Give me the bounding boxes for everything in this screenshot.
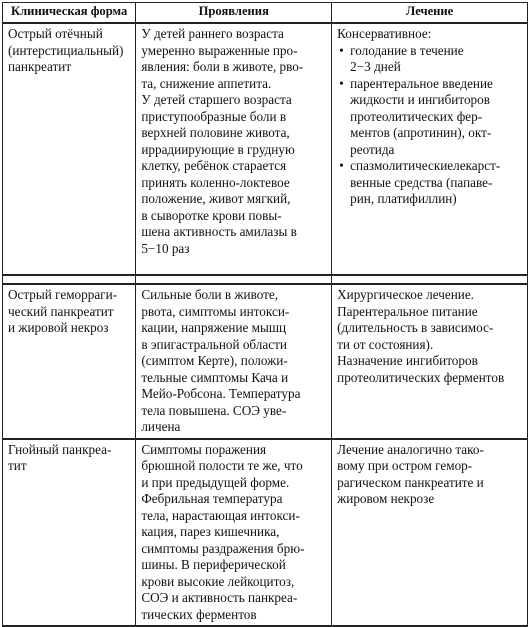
row-spacer — [3, 275, 528, 284]
treatment-list-item: • голодание в течение 2−3 дней — [350, 43, 522, 76]
header-manifestations: Проявления — [136, 3, 332, 24]
table-row — [3, 284, 528, 439]
treatment-list-item: • парентеральное введение жидкости и ингибиторов протеолитических фер- ментов (апротинин), окт- реотида — [350, 76, 522, 159]
cell-treatment — [332, 23, 528, 275]
cell-manifestations — [136, 23, 332, 275]
table-row — [3, 23, 528, 275]
manifestation-paragraph: Сильные боли в животе, рвота, симптомы интокси- кации, напряжение мышц в эпигастральной области (симптом Керте), положи- тельные симптомы Кача и Мейо-Робсона. Температура тела повышена. СОЭ уве- личена — [141, 287, 301, 434]
treatment-paragraph: Парентеральное питание (длительность в зависимос- ти от состояния). — [337, 303, 494, 352]
header-row — [3, 3, 528, 24]
cell-manifestations — [136, 439, 332, 627]
header-treatment: Лечение — [332, 3, 528, 24]
form-text: Острый отёчный (интерстициальный) панкреатит — [8, 26, 124, 74]
cell-form — [3, 439, 136, 627]
cell-manifestations — [136, 284, 332, 439]
form-text: Гнойный панкреа- тит — [8, 441, 112, 473]
manifestation-paragraph: Симптомы поражения брюшной полости те же, что и при предыдущей форме. Фебрильная температура тела, нарастающая интокси- кация, парез кишечника, симптомы раздражения брю- шины. В периферической крови высокие лейкоцитоз, СОЭ и активность панкреа- тических ферментов — [141, 441, 305, 622]
treatment-list — [337, 43, 522, 208]
cell-treatment — [332, 284, 528, 439]
pancreatitis-table — [2, 2, 528, 627]
treatment-paragraph: Лечение аналогично тако- вому при остром гемор- рагическом панкреатите и жировом некрозе — [337, 441, 484, 506]
header-clinical-form: Клиническая форма — [3, 3, 136, 24]
treatment-paragraph: Хирургическое лечение. — [337, 287, 474, 302]
cell-form — [3, 23, 136, 275]
treatment-list-item: • спазмолитическиелекарст- венные средства (папаве- рин, платифиллин) — [350, 158, 522, 208]
table-row — [3, 439, 528, 627]
manifestation-paragraph: У детей старшего возраста приступообразные боли в верхней половине живота, иррадиирующие в грудную клетку, ребёнок старается принять коленно-локтевое положение, живот мягкий, в сыворотке крови повы- шена активность амилазы в 5−10 раз — [141, 92, 297, 256]
cell-form — [3, 284, 136, 439]
form-text: Острый геморраги- ческий панкреатит и жировой некроз — [8, 287, 118, 335]
treatment-paragraph: Назначение ингибиторов протеолитических ферментов — [337, 353, 505, 385]
manifestation-paragraph: У детей раннего возраста умеренно выраженные про- явления: боли в животе, рво- та, снижение аппетита. — [141, 26, 304, 91]
treatment-intro: Консервативное: — [337, 26, 432, 41]
cell-treatment — [332, 439, 528, 627]
